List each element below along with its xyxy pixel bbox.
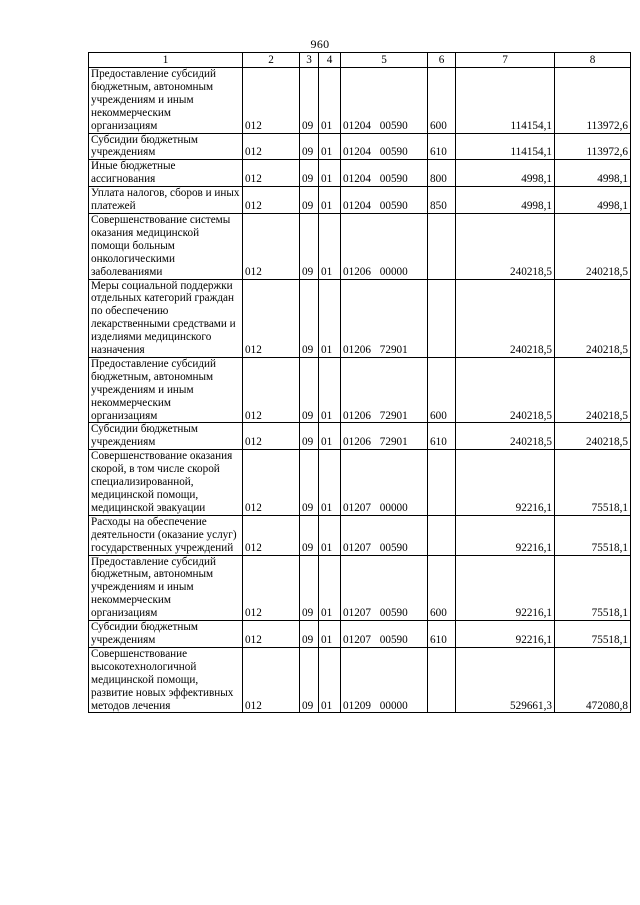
table-row — [89, 423, 631, 450]
subsection-code: 01 — [319, 187, 341, 214]
table-row — [89, 515, 631, 555]
amount-year-1: 240218,5 — [456, 213, 555, 279]
subsection-code: 01 — [319, 213, 341, 279]
column-header: 8 — [555, 53, 631, 68]
expense-type-code: 800 — [428, 160, 456, 187]
item-name: Субсидии бюджетным учреждениям — [89, 133, 243, 160]
amount-year-2: 240218,5 — [555, 357, 631, 423]
grbs-code: 012 — [243, 357, 300, 423]
section-code: 09 — [300, 279, 319, 357]
amount-year-1: 92216,1 — [456, 450, 555, 516]
amount-year-2: 75518,1 — [555, 450, 631, 516]
expense-type-code — [428, 515, 456, 555]
subsection-code: 01 — [319, 647, 341, 713]
amount-year-1: 92216,1 — [456, 621, 555, 648]
target-article-code: 01206 72901 — [341, 357, 428, 423]
amount-year-2: 240218,5 — [555, 213, 631, 279]
grbs-code: 012 — [243, 647, 300, 713]
amount-year-2: 75518,1 — [555, 515, 631, 555]
target-article-code: 01204 00590 — [341, 68, 428, 134]
expense-type-code: 600 — [428, 555, 456, 621]
column-header: 2 — [243, 53, 300, 68]
section-code: 09 — [300, 450, 319, 516]
grbs-code: 012 — [243, 213, 300, 279]
expense-type-code: 610 — [428, 621, 456, 648]
amount-year-1: 529661,3 — [456, 647, 555, 713]
item-name: Совершенствование оказания скорой, в том числе скорой специализированной, медицинской помощи, медицинской эвакуации — [89, 450, 243, 516]
amount-year-1: 92216,1 — [456, 555, 555, 621]
expense-type-code — [428, 213, 456, 279]
amount-year-1: 114154,1 — [456, 68, 555, 134]
target-article-code: 01206 00000 — [341, 213, 428, 279]
grbs-code: 012 — [243, 133, 300, 160]
grbs-code: 012 — [243, 450, 300, 516]
item-name: Меры социальной поддержки отдельных категорий граждан по обеспечению лекарственными средствами и изделиями медицинского назначения — [89, 279, 243, 357]
expense-type-code: 600 — [428, 357, 456, 423]
expense-type-code: 600 — [428, 68, 456, 134]
grbs-code: 012 — [243, 160, 300, 187]
section-code: 09 — [300, 133, 319, 160]
target-article-code: 01207 00590 — [341, 515, 428, 555]
amount-year-1: 240218,5 — [456, 279, 555, 357]
subsection-code: 01 — [319, 68, 341, 134]
target-article-code: 01204 00590 — [341, 187, 428, 214]
grbs-code: 012 — [243, 423, 300, 450]
subsection-code: 01 — [319, 515, 341, 555]
target-article-code: 01207 00590 — [341, 621, 428, 648]
subsection-code: 01 — [319, 160, 341, 187]
item-name: Совершенствование высокотехнологичной медицинской помощи, развитие новых эффективных методов лечения — [89, 647, 243, 713]
amount-year-2: 75518,1 — [555, 555, 631, 621]
amount-year-2: 240218,5 — [555, 423, 631, 450]
expense-type-code — [428, 647, 456, 713]
item-name: Иные бюджетные ассигнования — [89, 160, 243, 187]
grbs-code: 012 — [243, 187, 300, 214]
subsection-code: 01 — [319, 279, 341, 357]
item-name: Субсидии бюджетным учреждениям — [89, 423, 243, 450]
grbs-code: 012 — [243, 621, 300, 648]
target-article-code: 01207 00590 — [341, 555, 428, 621]
section-code: 09 — [300, 423, 319, 450]
table-row — [89, 450, 631, 516]
table-row — [89, 213, 631, 279]
amount-year-1: 240218,5 — [456, 423, 555, 450]
subsection-code: 01 — [319, 357, 341, 423]
expense-type-code: 610 — [428, 133, 456, 160]
target-article-code: 01206 72901 — [341, 423, 428, 450]
column-header: 4 — [319, 53, 341, 68]
amount-year-2: 113972,6 — [555, 68, 631, 134]
section-code: 09 — [300, 515, 319, 555]
column-header: 6 — [428, 53, 456, 68]
expense-type-code: 850 — [428, 187, 456, 214]
item-name: Субсидии бюджетным учреждениям — [89, 621, 243, 648]
section-code: 09 — [300, 621, 319, 648]
budget-table — [88, 52, 631, 713]
section-code: 09 — [300, 187, 319, 214]
table-row — [89, 160, 631, 187]
table-row — [89, 621, 631, 648]
amount-year-2: 472080,8 — [555, 647, 631, 713]
target-article-code: 01209 00000 — [341, 647, 428, 713]
amount-year-2: 4998,1 — [555, 160, 631, 187]
column-header: 3 — [300, 53, 319, 68]
item-name: Уплата налогов, сборов и иных платежей — [89, 187, 243, 214]
amount-year-1: 92216,1 — [456, 515, 555, 555]
section-code: 09 — [300, 68, 319, 134]
subsection-code: 01 — [319, 555, 341, 621]
amount-year-2: 75518,1 — [555, 621, 631, 648]
section-code: 09 — [300, 213, 319, 279]
section-code: 09 — [300, 647, 319, 713]
grbs-code: 012 — [243, 68, 300, 134]
table-row — [89, 357, 631, 423]
target-article-code: 01206 72901 — [341, 279, 428, 357]
page-number: 960 — [310, 37, 330, 51]
column-header: 7 — [456, 53, 555, 68]
expense-type-code: 610 — [428, 423, 456, 450]
table-row — [89, 68, 631, 134]
item-name: Предоставление субсидий бюджетным, автономным учреждениям и иным некоммерческим организациям — [89, 357, 243, 423]
amount-year-2: 240218,5 — [555, 279, 631, 357]
section-code: 09 — [300, 555, 319, 621]
item-name: Расходы на обеспечение деятельности (оказание услуг) государственных учреждений — [89, 515, 243, 555]
amount-year-2: 4998,1 — [555, 187, 631, 214]
item-name: Предоставление субсидий бюджетным, автономным учреждениям и иным некоммерческим организациям — [89, 555, 243, 621]
amount-year-2: 113972,6 — [555, 133, 631, 160]
amount-year-1: 240218,5 — [456, 357, 555, 423]
section-code: 09 — [300, 160, 319, 187]
subsection-code: 01 — [319, 423, 341, 450]
amount-year-1: 4998,1 — [456, 160, 555, 187]
section-code: 09 — [300, 357, 319, 423]
expense-type-code — [428, 279, 456, 357]
amount-year-1: 114154,1 — [456, 133, 555, 160]
table-row — [89, 555, 631, 621]
subsection-code: 01 — [319, 621, 341, 648]
target-article-code: 01207 00000 — [341, 450, 428, 516]
target-article-code: 01204 00590 — [341, 160, 428, 187]
amount-year-1: 4998,1 — [456, 187, 555, 214]
table-row — [89, 133, 631, 160]
table-row — [89, 647, 631, 713]
subsection-code: 01 — [319, 133, 341, 160]
table-row — [89, 279, 631, 357]
grbs-code: 012 — [243, 555, 300, 621]
item-name: Совершенствование системы оказания медицинской помощи больным онкологическими заболеваниями — [89, 213, 243, 279]
column-header: 1 — [89, 53, 243, 68]
grbs-code: 012 — [243, 515, 300, 555]
table-row — [89, 187, 631, 214]
grbs-code: 012 — [243, 279, 300, 357]
target-article-code: 01204 00590 — [341, 133, 428, 160]
header-row — [89, 53, 631, 68]
subsection-code: 01 — [319, 450, 341, 516]
expense-type-code — [428, 450, 456, 516]
column-header: 5 — [341, 53, 428, 68]
item-name: Предоставление субсидий бюджетным, автономным учреждениям и иным некоммерческим организациям — [89, 68, 243, 134]
